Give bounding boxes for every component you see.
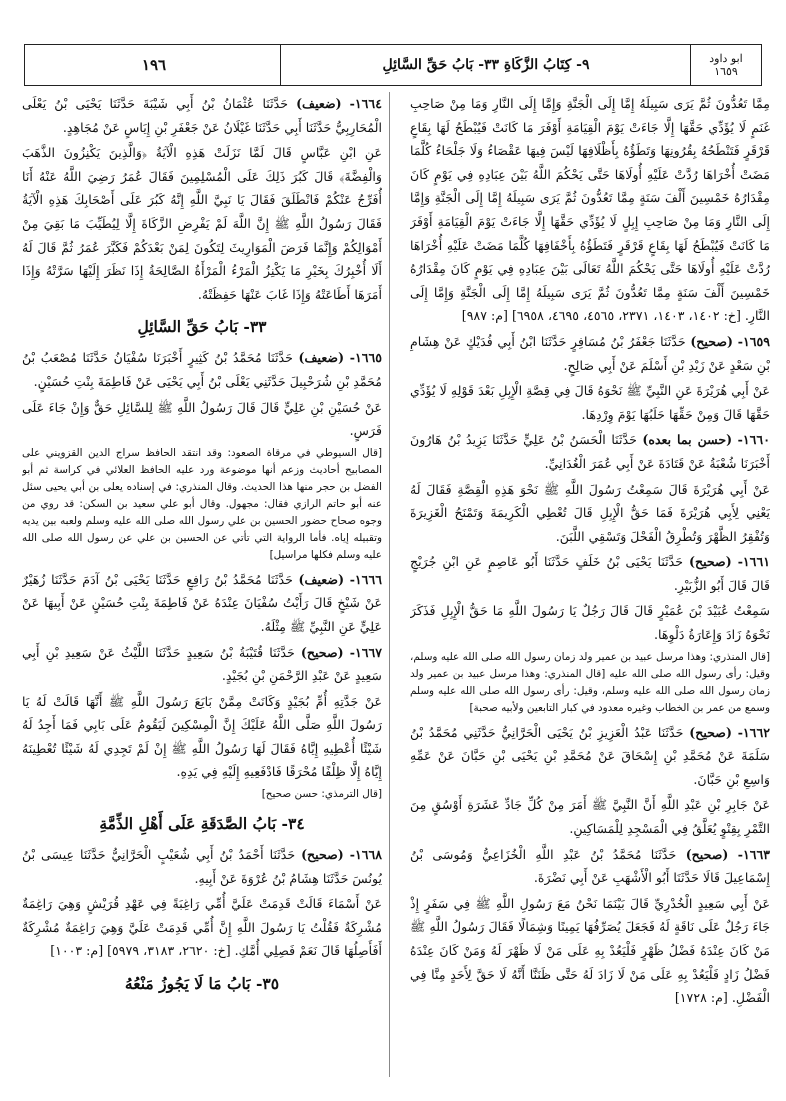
footnote: [قال السيوطي في مرقاة الصعود: وقد انتقد الحافظ سراج الدين القزويني على المصابيح أحاديث وزعم أنها موضوعة ورد عليه الحافظ العلائي في كراسة ثم أبو الفضل بن حجر منها هذا الحديث. وقال المنذري: في إسناده يعلى بن أبي يحيى سئل عنه أبو حاتم الرازي فقال: مجهول. وقال أبو علي سعيد بن السكن: قد روي من وجوه صحاح حضور الحسين بن علي رسول الله صلى الله عليه وسلم ولعبه بين يديه وتقبيله إياه. فأما الرواية التي تأتي عن الحسين بن علي عن رسول الله صلى الله عليه وسلم فكلها مراسيل] [22, 446, 382, 561]
hadith-grade: (صحيح) [689, 554, 732, 570]
hadith-text: عَنْ أَبِي هُرَيْرَةَ قَالَ سَمِعْتُ رَسُولَ اللَّهِ ﷺ نَحْوَ هَذِهِ الْقِصَّةِ فَقَالَ لَهُ يَعْنِي لِأَبِي هُرَيْرَةَ فَمَا حَقُّ الْإِبِلِ قَالَ تُعْطِي الْكَرِيمَةَ وَتَمْنَحُ الْغَزِيرَةَ وَتُفْقِرُ الظَّهْرَ وَتُطْرِقُ الْفَحْلَ وَتَسْقِي اللَّبَنَ. [410, 481, 770, 544]
hadith-continuation: مِمَّا تَعُدُّونَ ثُمَّ يَرَى سَبِيلَهُ إِمَّا إِلَى الْجَنَّةِ وَإِمَّا إِلَى النَّارِ وَمَا مِنْ صَاحِبِ غَنَمٍ لَا يُؤَدِّي حَقَّهَا إِلَّا جَاءَتْ يَوْمَ الْقِيَامَةِ أَوْفَرَ مَا كَانَتْ فَيُبْطَحُ لَهَا بِقَاعٍ قَرْقَرٍ فَتَنْطَحُهُ بِقُرُونِهَا وَتَطَؤُهُ بِأَظْلَافِهَا لَيْسَ فِيهَا عَقْصَاءُ وَلَا جَلْحَاءُ كُلَّمَا مَضَتْ أُخْرَاهَا رُدَّتْ عَلَيْهِ أُولَاهَا حَتَّى يَحْكُمَ اللَّهُ بَيْنَ عِبَادِهِ فِي يَوْمٍ كَانَ مِقْدَارُهُ خَمْسِينَ أَلْفَ سَنَةٍ مِمَّا تَعُدُّونَ ثُمَّ يَرَى سَبِيلَهُ إِمَّا إِلَى الْجَنَّةِ وَإِمَّا إِلَى النَّارِ وَمَا مِنْ صَاحِبِ إِبِلٍ لَا يُؤَدِّي حَقَّهَا إِلَّا جَاءَتْ يَوْمَ الْقِيَامَةِ أَوْفَرَ مَا كَانَتْ فَيُبْطَحُ لَهَا بِقَاعٍ قَرْقَرٍ فَتَطَؤُهُ بِأَخْفَافِهَا كُلَّمَا مَضَتْ عَلَيْهِ أُخْرَاهَا رُدَّتْ عَلَيْهِ أُولَاهَا حَتَّى يَحْكُمَ اللَّهُ تَعَالَى بَيْنَ عِبَادِهِ فِي يَوْمٍ كَانَ مِقْدَارُهُ خَمْسِينَ أَلْفَ سَنَةٍ مِمَّا تَعُدُّونَ ثُمَّ يَرَى سَبِيلَهُ إِمَّا إِلَى الْجَنَّةِ وَإِمَّا إِلَى النَّارِ. [خ: ١٤٠٢، ١٤٠٣، ٢٣٧١، ٤٥٦٥، ٤٦٩٥، ٦٩٥٨] [م: ٩٨٧] [410, 96, 770, 324]
hadith-chain: حَدَّثَنَا عَبْدُ الْعَزِيزِ بْنُ يَحْيَى الْحَرَّانِيُّ حَدَّثَنِي مُحَمَّدُ بْنُ سَلَمَةَ عَنْ مُحَمَّدِ بْنِ إِسْحَاقَ عَنْ مُحَمَّدِ بْنِ يَحْيَى بْنِ حَبَّانَ عَنْ عَمِّهِ وَاسِعِ بْنِ حَبَّانَ. [410, 724, 770, 787]
hadith-number: ١٦٥٩- [737, 333, 770, 349]
hadith-number: ١٦٦٧- [349, 644, 382, 660]
hadith-grade: (صحيح) [690, 333, 734, 349]
hadith-number: ١٦٦٥- [349, 350, 382, 366]
column-divider [389, 92, 390, 1077]
hadith-chain: حَدَّثَنَا الْحَسَنُ بْنُ عَلِيٍّ حَدَّثَنَا يَزِيدُ بْنُ هَارُونَ أَخْبَرَنَا شُعْبَةُ عَنْ قَتَادَةَ عَنْ أَبِي عُمَرَ الْغُدَانِيِّ. [410, 432, 770, 471]
hadith-1661 [410, 550, 770, 597]
hadith-1663 [410, 843, 770, 890]
footnote: [قال الترمذي: حسن صحيح] [261, 788, 382, 801]
hadith-1664 [22, 92, 382, 139]
footnote: [قال المنذري: وهذا مرسل عبيد بن عمير ولد زمان رسول الله صلى الله عليه وسلم، وقيل: رأى رسول الله صلى الله عليه [قال المنذري: وهذا مرسل عبيد بن عمير ولد زمان رسول الله صلى الله عليه وسلم، وقيل: رأى رسول الله صلى الله عليه وسلم وسمع من عمر بن الخطاب وغيره معدود في كبار التابعين ولأبيه صحبة] [410, 650, 770, 714]
hadith-chain: حَدَّثَنَا مُحَمَّدُ بْنُ كَثِيرٍ أَخْبَرَنَا سُفْيَانُ حَدَّثَنَا مُصْعَبُ بْنُ مُحَمَّدِ بْنِ شُرَحْبِيلَ حَدَّثَنِي يَعْلَى بْنُ أَبِي يَحْيَى عَنْ فَاطِمَةَ بِنْتِ حُسَيْنٍ. [22, 350, 382, 389]
hadith-1667 [22, 641, 382, 688]
hadith-number: ١٦٦٤- [349, 96, 382, 111]
hadith-grade: (صحيح) [689, 724, 732, 740]
page-number: ١٩٦ [141, 56, 167, 74]
hadith-1666 [22, 568, 382, 639]
hadith-grade: (ضعيف) [298, 350, 345, 366]
hadith-grade: (ضعيف) [298, 571, 345, 587]
hadith-number: ١٦٦٢- [737, 724, 770, 740]
hadith-text: عَنْ أَسْمَاءَ قَالَتْ قَدِمَتْ عَلَيَّ أُمِّي رَاغِبَةً فِي عَهْدِ قُرَيْشٍ وَهِيَ رَاغِمَةٌ مُشْرِكَةٌ فَقُلْتُ يَا رَسُولَ اللَّهِ إِنَّ أُمِّي قَدِمَتْ عَلَيَّ وَهِيَ رَاغِمَةٌ مُشْرِكَةٌ أَفَأَصِلُهَا قَالَ نَعَمْ فَصِلِي أُمَّكِ. [خ: ٢٦٢٠، ٣١٨٣، ٥٩٧٩] [م: ١٠٠٣] [22, 896, 382, 959]
hadith-chain: حَدَّثَنَا جَعْفَرُ بْنُ مُسَافِرٍ حَدَّثَنَا ابْنُ أَبِي فُدَيْكٍ عَنْ هِشَامِ بْنِ سَعْدٍ عَنْ زَيْدِ بْنِ أَسْلَمَ عَنْ أَبِي صَالِحٍ. [410, 333, 770, 373]
left-column [22, 92, 382, 1082]
hadith-number: ١٦٦٠- [737, 432, 770, 448]
hadith-1662 [410, 721, 770, 792]
hadith-number: ١٦٦٨- [349, 847, 382, 863]
hadith-chain: حَدَّثَنَا أَحْمَدُ بْنُ أَبِي شُعَيْبٍ الْحَرَّانِيُّ حَدَّثَنَا عِيسَى بْنُ يُونُسَ حَدَّثَنَا هِشَامُ بْنُ عُرْوَةَ عَنْ أَبِيهِ. [22, 847, 382, 886]
hadith-grade: (صحيح) [301, 847, 344, 863]
hadith-chain: حَدَّثَنَا يَحْيَى بْنُ خَلَفٍ حَدَّثَنَا أَبُو عَاصِمٍ عَنِ ابْنِ جُرَيْجٍ قَالَ قَالَ أَبُو الزُّبَيْرِ. [410, 554, 770, 593]
hadith-text: عَنْ جَدَّتِهِ أُمِّ بُجَيْدٍ وَكَانَتْ مِمَّنْ بَايَعَ رَسُولَ اللَّهِ ﷺ أَنَّهَا قَالَتْ لَهُ يَا رَسُولَ اللَّهِ صَلَّى اللَّهُ عَلَيْكَ إِنَّ الْمِسْكِينَ لَيَقُومُ عَلَى بَابِي فَمَا أَجِدُ لَهُ شَيْئًا أُعْطِيهِ إِيَّاهُ فَقَالَ لَهَا رَسُولُ اللَّهِ ﷺ إِنْ لَمْ تَجِدِي لَهُ شَيْئًا تُعْطِينَهُ إِيَّاهُ إِلَّا ظِلْفًا مُحْرَقًا فَادْفَعِيهِ إِلَيْهِ فِي يَدِهِ. [22, 693, 382, 780]
hadith-grade: (صحيح) [685, 846, 729, 862]
hadith-number: ١٦٦١- [737, 554, 770, 570]
hadith-chain: حَدَّثَنَا عُثْمَانُ بْنُ أَبِي شَيْبَةَ حَدَّثَنَا يَحْيَى بْنُ يَعْلَى الْمُحَارِبِيُّ حَدَّثَنَا أَبِي حَدَّثَنَا غَيْلَانُ عَنْ جَعْفَرِ بْنِ إِيَاسٍ عَنْ مُجَاهِدٍ. [22, 96, 382, 135]
hadith-1665 [22, 346, 382, 393]
hadith-text: عَنْ حُسَيْنِ بْنِ عَلِيٍّ قَالَ قَالَ رَسُولُ اللَّهِ ﷺ لِلسَّائِلِ حَقٌّ وَإِنْ جَاءَ عَلَى فَرَسٍ. [22, 399, 382, 439]
hadith-grade: (ضعيف) [296, 96, 342, 111]
book-name: ابو داود [709, 52, 743, 65]
hadith-grade: (حسن بما بعده) [642, 432, 733, 448]
hadith-1660 [410, 428, 770, 475]
hadith-text: عَنْ جَابِرِ بْنِ عَبْدِ اللَّهِ أَنَّ النَّبِيَّ ﷺ أَمَرَ مِنْ كُلِّ جَادِّ عَشَرَةِ أَوْسُقٍ مِنَ التَّمْرِ بِقِنْوٍ يُعَلَّقُ فِي الْمَسْجِدِ لِلْمَسَاكِينِ. [410, 797, 770, 837]
hadith-1668 [22, 843, 382, 890]
hadith-text: عَنْ أَبِي هُرَيْرَةَ عَنِ النَّبِيِّ ﷺ نَحْوَهُ قَالَ فِي قِصَّةِ الْإِبِلِ بَعْدَ قَوْلِهِ لَا يُؤَدِّي حَقَّهَا قَالَ وَمِنْ حَقِّهَا حَلَبُهَا يَوْمَ وِرْدِهَا. [410, 383, 770, 422]
chapter-title: ٩- كِتَابُ الزَّكَاةِ ٣٣- بَابُ حَقِّ السَّائِلِ [280, 45, 691, 85]
hadith-text: سَمِعْتُ عُبَيْدَ بْنَ عُمَيْرٍ قَالَ قَالَ رَجُلٌ يَا رَسُولَ اللَّهِ مَا حَقُّ الْإِبِلِ فَذَكَرَ نَحْوَهُ زَادَ وَإِعَارَةُ دَلْوِهَا. [410, 603, 770, 643]
hadith-text: عَنْ أَبِي سَعِيدٍ الْخُدْرِيِّ قَالَ بَيْنَمَا نَحْنُ مَعَ رَسُولِ اللَّهِ ﷺ فِي سَفَرٍ إِذْ جَاءَ رَجُلٌ عَلَى نَاقَةٍ لَهُ فَجَعَلَ يُصَرِّفُهَا يَمِينًا وَشِمَالًا فَقَالَ رَسُولُ اللَّهِ ﷺ مَنْ كَانَ عِنْدَهُ فَضْلُ ظَهْرٍ فَلْيَعُدْ بِهِ عَلَى مَنْ لَا ظَهْرَ لَهُ وَمَنْ كَانَ عِنْدَهُ فَضْلُ زَادٍ فَلْيَعُدْ بِهِ عَلَى مَنْ لَا زَادَ لَهُ حَتَّى ظَنَنَّا أَنَّهُ لَا حَقَّ لِأَحَدٍ مِنَّا فِي الْفَضْلِ. [م: ١٧٢٨] [410, 895, 770, 1006]
chapter-heading: ٣٤- بَابُ الصَّدَقَةِ عَلَى أَهْلِ الذِّمَّةِ [99, 814, 305, 834]
hadith-number: ١٦٦٦- [349, 571, 382, 587]
hadith-grade: (صحيح) [300, 644, 344, 660]
book-label [690, 45, 761, 85]
hadith-1659 [410, 330, 770, 377]
right-column [410, 92, 770, 1082]
chapter-heading: ٣٥- بَابُ مَا لَا يَجُوزُ مَنْعُهُ [124, 974, 280, 994]
book-volume: ١٦٥٩ [714, 65, 738, 78]
chapter-heading: ٣٣- بَابُ حَقِّ السَّائِلِ [137, 317, 267, 337]
page-header [24, 44, 762, 86]
hadith-number: ١٦٦٣- [737, 846, 770, 862]
hadith-chain: حَدَّثَنَا مُحَمَّدُ بْنُ عَبْدِ اللَّهِ الْخُزَاعِيُّ وَمُوسَى بْنُ إِسْمَاعِيلَ قَالَا حَدَّثَنَا أَبُو الْأَشْهَبِ عَنْ أَبِي نَضْرَةَ. [410, 846, 770, 886]
hadith-text: عَنِ ابْنِ عَبَّاسٍ قَالَ لَمَّا نَزَلَتْ هَذِهِ الْآيَةُ ﴿وَالَّذِينَ يَكْنِزُونَ الذَّهَبَ وَالْفِضَّةَ﴾ قَالَ كَبُرَ ذَلِكَ عَلَى الْمُسْلِمِينَ فَقَالَ عُمَرُ رَضِيَ اللَّهُ عَنْهُ أَنَا أُفَرِّجُ عَنْكُمْ فَانْطَلَقَ فَقَالَ يَا نَبِيَّ اللَّهِ إِنَّهُ كَبُرَ عَلَى أَصْحَابِكَ هَذِهِ الْآيَةُ فَقَالَ رَسُولُ اللَّهِ ﷺ إِنَّ اللَّهَ لَمْ يَفْرِضِ الزَّكَاةَ إِلَّا لِيُطَيِّبَ مَا بَقِيَ مِنْ أَمْوَالِكُمْ وَإِنَّمَا فَرَضَ الْمَوَارِيثَ لِتَكُونَ لِمَنْ بَعْدَكُمْ فَكَبَّرَ عُمَرُ ثُمَّ قَالَ لَهُ أَلَا أُخْبِرُكَ بِخَيْرِ مَا يَكْنِزُ الْمَرْءُ الْمَرْأَةُ الصَّالِحَةُ إِذَا نَظَرَ إِلَيْهَا سَرَّتْهُ وَإِذَا أَمَرَهَا أَطَاعَتْهُ وَإِذَا غَابَ عَنْهَا حَفِظَتْهُ. [22, 145, 382, 302]
hadith-chain: حَدَّثَنَا قُتَيْبَةُ بْنُ سَعِيدٍ حَدَّثَنَا اللَّيْثُ عَنْ سَعِيدِ بْنِ أَبِي سَعِيدٍ عَنْ عَبْدِ الرَّحْمَنِ بْنِ بُجَيْدٍ. [22, 644, 382, 684]
hadith-chain: حَدَّثَنَا مُحَمَّدُ بْنُ رَافِعٍ حَدَّثَنَا يَحْيَى بْنُ آدَمَ حَدَّثَنَا زُهَيْرٌ عَنْ شَيْخٍ قَالَ رَأَيْتُ سُفْيَانَ عِنْدَهُ عَنْ فَاطِمَةَ بِنْتِ حُسَيْنٍ عَنْ أَبِيهَا عَنْ عَلِيٍّ عَنِ النَّبِيِّ ﷺ مِثْلَهُ. [22, 571, 382, 634]
